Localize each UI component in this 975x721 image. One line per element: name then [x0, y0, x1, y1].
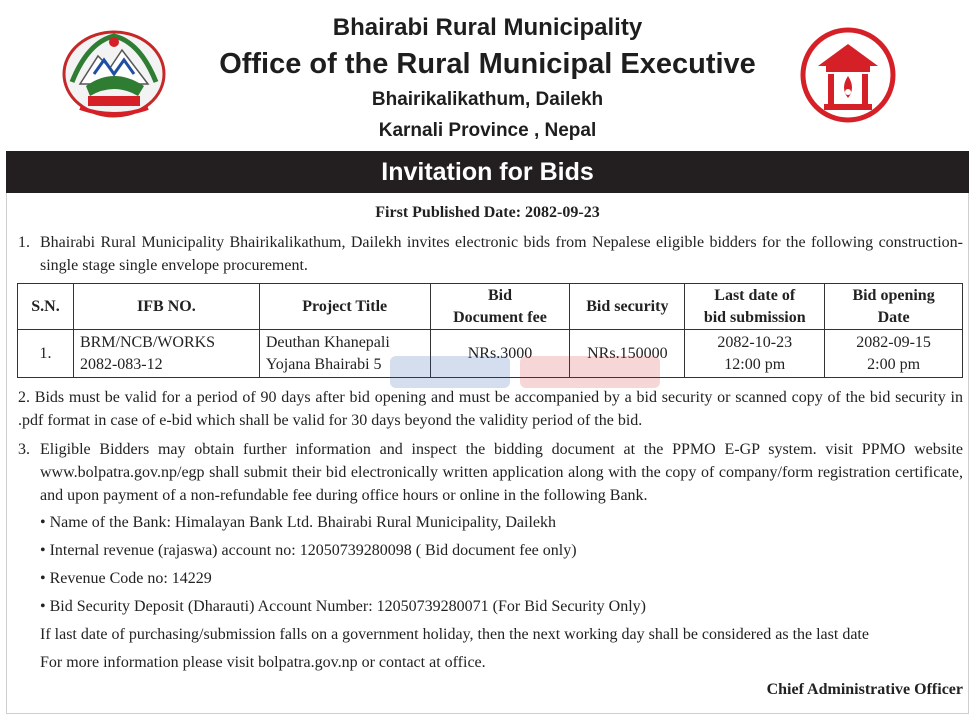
cell-doc-fee: NRs.3000	[430, 330, 570, 378]
cell-sn: 1.	[18, 330, 74, 378]
paragraph-1-text: Bhairabi Rural Municipality Bhairikalikathum, Dailekh invites electronic bids from Nepalese eligible bidders for the following construction- single stage single envelope procurement.	[40, 234, 963, 274]
province-country: Karnali Province , Nepal	[378, 120, 597, 141]
municipality-logo-icon	[800, 24, 896, 126]
header-opening-date-line2: Date	[877, 308, 910, 326]
header-opening-date	[825, 284, 963, 330]
cell-ifb-line2: 2082-083-12	[79, 355, 163, 373]
contact-note: For more information please visit bolpatra.gov.np or contact at office.	[40, 654, 486, 671]
paragraph-3-number: 3.	[18, 441, 30, 458]
paragraph-1	[18, 231, 963, 277]
cell-last-date-time: 12:00 pm	[724, 355, 786, 373]
cell-opening-date	[825, 330, 963, 378]
header-project-title: Project Title	[259, 284, 430, 330]
paragraph-2: 2. Bids must be valid for a period of 90 days after bid opening and must be accompanied by a bid security or scanned copy of the bid security in .pdf format in case of e-bid which shall be valid for 30 days beyond the validity period of the bid.	[18, 389, 963, 429]
header-doc-fee-line1: Bid	[487, 286, 512, 304]
header-last-date-line1: Last date of	[714, 286, 796, 304]
paragraph-3-text: Eligible Bidders may obtain further information and inspect the bidding document at the PPMO E-GP system. visit PPMO website www.bolpatra.gov.np/egp shall submit their bid electronically written application along with the copy of company/form registration certificate, and upon payment of a non-refundable fee during office hours or online in the following Bank.	[40, 441, 963, 504]
signature-title: Chief Administrative Officer	[766, 681, 963, 698]
header-sn: S.N.	[18, 284, 74, 330]
header-doc-fee	[430, 284, 570, 330]
header-last-date-line2: bid submission	[703, 308, 806, 326]
bank-details-list	[40, 512, 965, 680]
cell-ifb-line1: BRM/NCB/WORKS	[79, 333, 216, 351]
header-last-date	[685, 284, 825, 330]
cell-last-date	[685, 330, 825, 378]
cell-ifb	[73, 330, 259, 378]
holiday-note: If last date of purchasing/submission falls on a government holiday, then the next working day shall be considered as the last date	[40, 626, 869, 643]
list-item: • Bid Security Deposit (Dharauti) Account Number: 12050739280071 (For Bid Security Only)	[40, 598, 646, 615]
header-doc-fee-line2: Document fee	[453, 308, 547, 326]
list-item: • Name of the Bank: Himalayan Bank Ltd. Bhairabi Rural Municipality, Dailekh	[40, 514, 556, 531]
cell-project-title-line1: Deuthan Khanepali	[265, 333, 390, 351]
office-name: Office of the Rural Municipal Executive	[219, 48, 756, 80]
cell-opening-date-time: 2:00 pm	[867, 355, 921, 373]
cell-project-title-line2: Yojana Bhairabi 5	[265, 355, 382, 373]
table-header-row	[18, 284, 963, 330]
paragraph-3	[18, 438, 963, 507]
cell-bid-security: NRs.150000	[570, 330, 685, 378]
municipality-name: Bhairabi Rural Municipality	[332, 14, 643, 41]
list-item: • Internal revenue (rajaswa) account no: 12050739280098 ( Bid document fee only)	[40, 542, 577, 559]
header-bid-security: Bid security	[570, 284, 685, 330]
published-date: First Published Date: 2082-09-23	[375, 204, 600, 221]
header-opening-date-line1: Bid opening	[852, 286, 935, 304]
cell-opening-date-date: 2082-09-15	[856, 333, 931, 351]
header-ifb: IFB NO.	[73, 284, 259, 330]
invitation-banner: Invitation for Bids	[6, 151, 969, 193]
cell-last-date-date: 2082-10-23	[717, 333, 793, 351]
paragraph-1-number: 1.	[18, 234, 30, 251]
office-location: Bhairikalikathum, Dailekh	[371, 89, 604, 110]
list-item: • Revenue Code no: 14229	[40, 570, 212, 587]
letterhead	[0, 0, 975, 150]
